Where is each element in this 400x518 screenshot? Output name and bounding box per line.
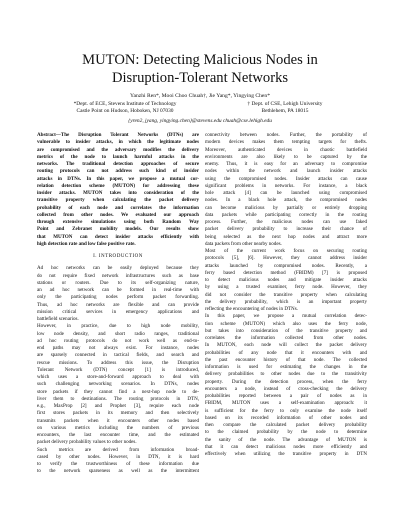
text-line: process. Further, the malicious nodes can use faked [205, 219, 367, 225]
text-line: an ad hoc network can be formed in real-time with [37, 287, 199, 293]
text-line: the past encounter history of that node. The collected [205, 356, 367, 363]
text-line: but takes into consideration of the transitive property and [205, 327, 367, 334]
text-line: In this paper, we propose a mutual correlation detec- [205, 313, 367, 320]
text-line: then compare the calculated packet delivery probability [205, 422, 367, 428]
text-line: property. During the detection process, when the ferry [205, 378, 367, 385]
text-line: battlefield scenarios. [37, 316, 79, 322]
author-emails: {yren2, jyang, yingying.chen}@stevens.edu chuah@cse.lehigh.edu [128, 118, 272, 124]
text-line: modern devices makes them tempting targets for thefts. [205, 139, 367, 146]
text-line: connectivity between nodes. Further, the portability of [205, 132, 367, 138]
text-line: based on its recorded information of other nodes and [205, 414, 367, 421]
text-line: In MUTON, each node will collect the packet delivery [205, 342, 367, 349]
text-line: is sufficient for the ferry to only examine the node itself [205, 407, 367, 414]
text-line: Ad hoc networks can be easily deployed because they [37, 265, 199, 272]
text-line: relation detection scheme (MUTON) for addressing these [37, 182, 199, 189]
text-line: being selected as the next hop nodes and attract more [205, 233, 367, 240]
text-line: metrics of the node to launch harmful attacks in the [37, 153, 199, 160]
text-line: on various metrics including the numbers of previous [37, 424, 199, 431]
text-line: probabilities of any node that it encounters with and [205, 349, 367, 356]
text-line: to verify the trustworthiness of these information due [37, 461, 199, 467]
text-line: rescue missions. To address this issue, the Disruption [37, 359, 199, 366]
text-line: end paths may not always exist. For instance, nodes [37, 345, 199, 351]
text-line: transmits packets when it encounters other nodes based [37, 417, 199, 424]
text-line: transitive property when calculating the packet delivery [37, 197, 199, 204]
text-line: networks. The traditional detection approaches of secure [37, 161, 199, 167]
text-line: nodes within the network and launch insider attacks [205, 168, 367, 175]
text-line: stations or routers. Due to its self-organizing nature, [37, 279, 199, 286]
text-line: packet delivery probability values to other nodes. [37, 439, 137, 446]
text-line: encounters a node, instead of cross-checking the delivery [205, 385, 367, 392]
affiliation-line: Castle Point on Hudson, Hoboken, NJ 07030 [76, 108, 174, 114]
text-line: attacks launched by compromised nodes. Recently, a [205, 262, 367, 269]
text-line: delivery probabilities to other nodes due to the transitivity [205, 371, 367, 378]
text-line: Tolerant Network (DTN) concept [1] is introduced, [37, 366, 199, 373]
text-line: store packets if they cannot find a next-hop node to de- [37, 388, 199, 395]
text-line: data packets from other nearby nodes. [205, 240, 282, 247]
text-line: Such metrics are derived from information broad- [37, 446, 199, 453]
affiliation-line: † Dept. of CSE, Lehigh University [247, 101, 323, 107]
text-line: mission critical services in emergency applications and [37, 308, 199, 315]
text-line: cased by other nodes. However, in DTN, it is hard [37, 453, 199, 460]
text-line: insider attacks. MUTON takes into consideration of the [37, 190, 199, 196]
text-line: Point and Zebranet mobility models. Our results show [37, 226, 199, 233]
text-line: that MUTON can detect insider attacks efficiently with [37, 233, 199, 240]
text-line: the sanity of the node. The advantage of MUTON is [205, 436, 367, 443]
text-line: low node density, and short radio ranges, traditional [37, 330, 199, 337]
text-line: do not require fixed network infrastructures such as base [37, 272, 199, 279]
author-list: Yanzhi Ren*, Mooi Choo Chuah†, Jie Yang*, Yingying Chen* [129, 93, 270, 99]
text-line: did not consider the transitive property when calculating [205, 291, 367, 298]
text-line: correlates the information collected from other nodes. [205, 335, 367, 341]
text-line: to the claimed probability by the node to determine [205, 429, 367, 436]
text-line: tion scheme (MUTON) which also uses the ferry node, [205, 320, 367, 327]
text-line: nodes. In a black hole attack, the compromised nodes [205, 197, 367, 204]
affiliation-lehigh [210, 101, 360, 115]
text-line: vulnerable to insider attacks, in which the legitimate nodes [37, 139, 199, 146]
text-line: Thus, ad hoc networks are flexible and can provide [37, 301, 199, 308]
text-line: first stores packets in its memory and then selectively [37, 410, 199, 417]
right-text-column [205, 132, 367, 458]
text-line: the delivery probability, which is an important property [205, 298, 367, 305]
left-text-column [37, 132, 199, 476]
text-line: routing protocols can not address such kind of insider [37, 168, 199, 175]
text-line: through extensive simulations using both Random Way [37, 219, 199, 225]
text-line: which uses a store-and-forward approach to deal with [37, 374, 199, 380]
text-line: only the participating nodes perform packet forwarding. [37, 294, 199, 301]
text-line: Moreover, authenticated devices in chaotic battlefield [205, 146, 367, 153]
text-line: attacks in DTNs. In this paper, we propose a mutual cor- [37, 175, 199, 182]
text-line: hole attack [4] can be launched using compromised [205, 190, 367, 196]
text-line: such challenging networking scenarios. In DTNs, nodes [37, 381, 199, 388]
text-line: data packets while participating correctly in the routing [205, 211, 367, 218]
text-line: information is used for estimating the changes in the [205, 364, 367, 370]
text-line: ferry based detection method (FBIDM) [7] is proposed [205, 269, 367, 276]
text-line: significant problems in networks. For instance, a black [205, 182, 367, 189]
text-line: probabilities reported between a pair of nodes as in [205, 393, 367, 399]
text-line: FBIDM, MUTON uses a self-examination approach: it [205, 400, 367, 407]
text-line: Abstract—The Disruption Tolerant Networks (DTNs) are [37, 132, 199, 138]
text-line: by using a trusted examiner, ferry node. However, they [205, 284, 367, 291]
paper-title-line-2: Disruption-Tolerant Networks [111, 70, 289, 86]
text-line: to detect malicious nodes and mitigate insider attacks [205, 277, 367, 283]
text-line: are sparsely connected in tactical fields, and search and [37, 352, 199, 359]
text-line: collected from other nodes. We evaluated our approach [37, 211, 199, 218]
text-line: to the network sparseness as well as the intermittent [37, 468, 199, 475]
text-line: liver them to destinations. The routing protocols in DTN, [37, 395, 199, 402]
text-line: encounters, the last encounter time, and the estimated [37, 432, 199, 438]
affiliation-stevens [40, 101, 210, 115]
text-line: reflecting the encountering of nodes in DTNs. [205, 306, 298, 312]
text-line: are compromised and the adversary modifies the delivery [37, 146, 199, 153]
text-line: ad hoc routing protocols do not work well as end-to- [37, 337, 199, 344]
paper-title-line-1: MUTON: Detecting Malicious Nodes in [82, 52, 318, 68]
text-line: packet delivery probability to increase their chance of [205, 226, 367, 233]
affiliation-line: Bethlehem, PA 18015 [261, 108, 309, 114]
text-line: can become malicious by partially or entirely dropping [205, 204, 367, 211]
text-line: environments are also likely to be captured by the [205, 153, 367, 160]
section-heading: I. INTRODUCTION [93, 253, 143, 259]
text-line: that it can detect malicious nodes more efficiently and [205, 443, 367, 450]
affiliation-line: *Dept. of ECE, Stevens Institute of Technology [73, 101, 177, 107]
text-line: effectively when utilizing the transitive property in DTN [205, 451, 367, 457]
text-line: using the compromised nodes. Insider attacks can cause [205, 175, 367, 182]
text-line: enemy. Thus, it is easy for an adversary to compromise [205, 161, 367, 167]
text-line: Most of the current work focus on securing routing [205, 248, 367, 254]
text-line: protocols [5], [6]. However, they cannot address insider [205, 255, 367, 262]
text-line: probability of each node and correlates the information [37, 204, 199, 211]
text-line: high detection rate and low false positive rate. [37, 240, 136, 247]
text-line: e.g., MaxProp [2] and Prophet [3], require each node [37, 403, 199, 409]
text-line: However, in practice, due to high node mobility, [37, 323, 199, 330]
